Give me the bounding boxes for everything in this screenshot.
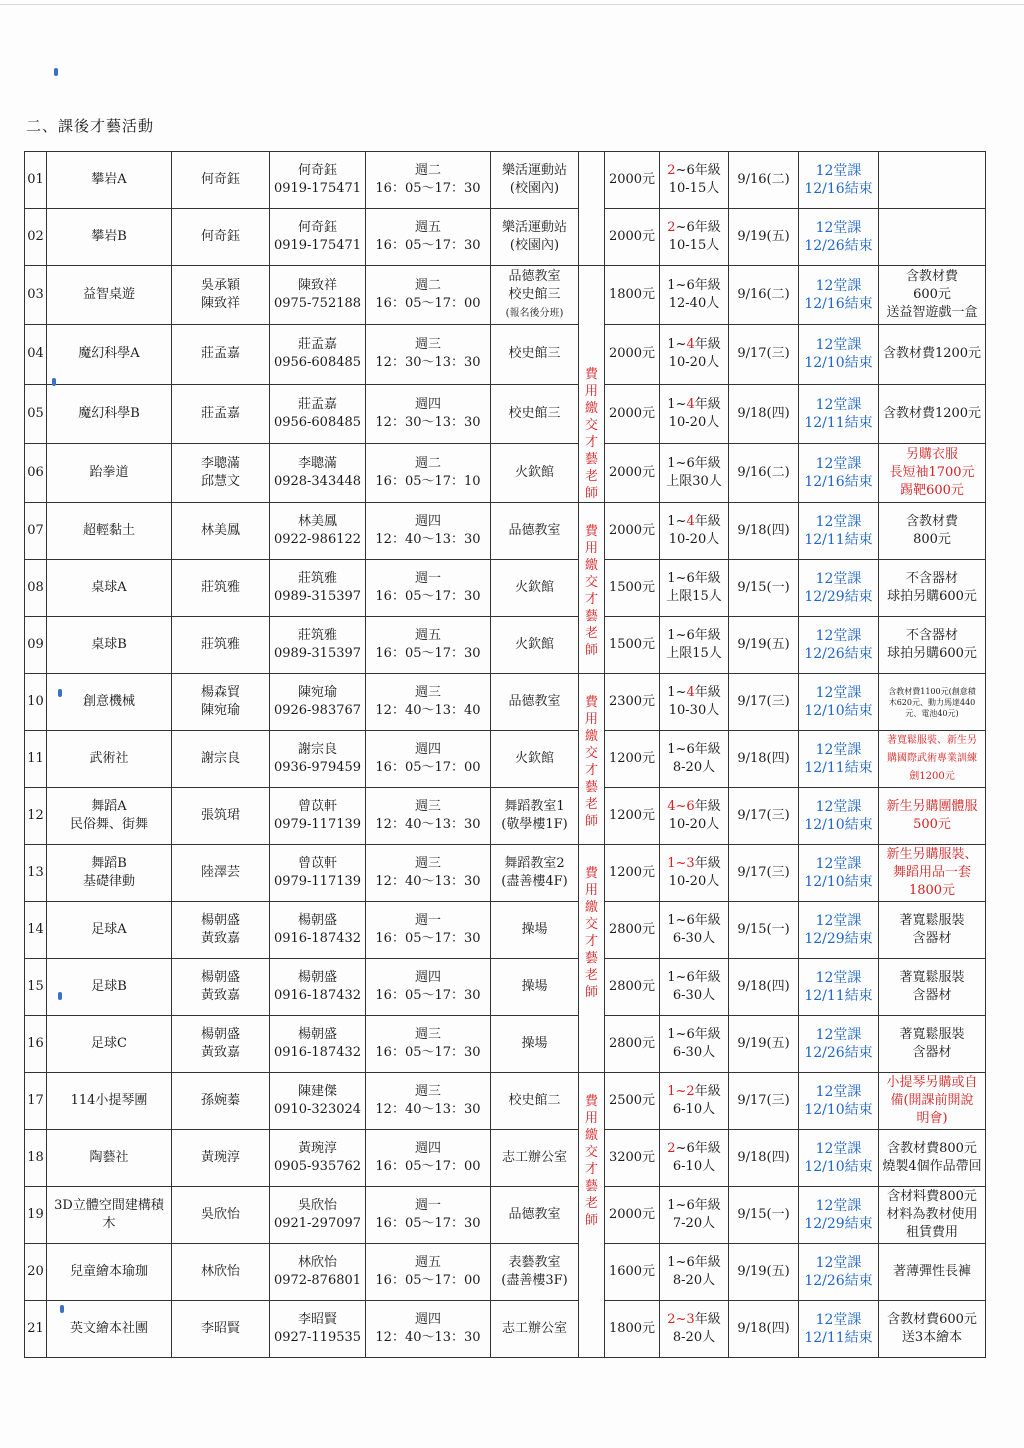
activity-name: 跆拳道	[47, 443, 172, 502]
class-time: 週五 16：05～17：00	[366, 1244, 491, 1301]
session-count: 12堂課 12/11結束	[799, 503, 879, 560]
tuition-fee: 2000元	[605, 384, 660, 443]
teacher-names: 林欣怡	[172, 1244, 270, 1301]
table-row	[25, 1187, 986, 1244]
table-row	[25, 560, 986, 617]
row-number: 13	[25, 845, 47, 902]
tuition-fee: 2000元	[605, 209, 660, 266]
contact-info: 林美鳳 0922-986122	[270, 503, 366, 560]
teacher-names: 謝宗良	[172, 731, 270, 788]
contact-info: 陳建傑 0910-323024	[270, 1073, 366, 1130]
scan-mark	[52, 378, 56, 386]
activity-table	[24, 151, 986, 1358]
class-time: 週四 12：40～13：30	[366, 1301, 491, 1358]
row-number: 19	[25, 1187, 47, 1244]
activity-name: 足球B	[47, 959, 172, 1016]
session-count: 12堂課 12/10結束	[799, 1073, 879, 1130]
session-count: 12堂課 12/11結束	[799, 959, 879, 1016]
fee-payment-note: 費 用 繳 交 才 藝 老 師	[579, 845, 605, 1073]
table-row	[25, 1301, 986, 1358]
session-count: 12堂課 12/16結束	[799, 443, 879, 502]
row-number: 07	[25, 503, 47, 560]
class-location: 樂活運動站 (校園內)	[491, 152, 579, 209]
session-count: 12堂課 12/29結束	[799, 1187, 879, 1244]
start-date: 9/18(四)	[729, 384, 799, 443]
class-location: 火欽館	[491, 617, 579, 674]
contact-info: 陳致祥 0975-752188	[270, 266, 366, 325]
activity-name: 114小提琴團	[47, 1073, 172, 1130]
class-location: 操場	[491, 959, 579, 1016]
start-date: 9/15(一)	[729, 902, 799, 959]
row-number: 18	[25, 1130, 47, 1187]
fee-payment-note: 費 用 繳 交 才 藝 老 師	[579, 1073, 605, 1358]
table-row	[25, 1073, 986, 1130]
activity-name: 足球A	[47, 902, 172, 959]
grade-and-capacity: 1~6年級 6-30人	[660, 1016, 729, 1073]
contact-info: 李聰滿 0928-343448	[270, 443, 366, 502]
table-row	[25, 845, 986, 902]
contact-info: 曾苡軒 0979-117139	[270, 788, 366, 845]
class-time: 週三 12：40～13：30	[366, 788, 491, 845]
teacher-names: 莊孟嘉	[172, 325, 270, 384]
session-count: 12堂課 12/16結束	[799, 266, 879, 325]
activity-name: 益智桌遊	[47, 266, 172, 325]
fee-payment-note: 費 用 繳 交 才 藝 老 師	[579, 503, 605, 674]
table-row	[25, 152, 986, 209]
activity-name: 魔幻科學A	[47, 325, 172, 384]
teacher-names: 何奇鈺	[172, 152, 270, 209]
teacher-names: 孫婉蓁	[172, 1073, 270, 1130]
remarks	[879, 209, 986, 266]
remarks: 含教材費800元 燒製4個作品帶回	[879, 1130, 986, 1187]
activity-name: 3D立體空間建構積 木	[47, 1187, 172, 1244]
activity-name: 桌球B	[47, 617, 172, 674]
class-time: 週一 16：05～17：30	[366, 560, 491, 617]
remarks: 含教材費600元 送3本繪本	[879, 1301, 986, 1358]
table-row	[25, 788, 986, 845]
teacher-names: 莊筑雅	[172, 617, 270, 674]
row-number: 11	[25, 731, 47, 788]
table-row	[25, 443, 986, 502]
row-number: 16	[25, 1016, 47, 1073]
grade-and-capacity: 1~4年級 10-20人	[660, 503, 729, 560]
grade-and-capacity: 2~6年級 10-15人	[660, 152, 729, 209]
grade-and-capacity: 1~3年級 10-20人	[660, 845, 729, 902]
class-time: 週五 16：05～17：30	[366, 209, 491, 266]
class-time: 週五 16：05～17：30	[366, 617, 491, 674]
start-date: 9/16(二)	[729, 152, 799, 209]
class-time: 週四 16：05～17：00	[366, 1130, 491, 1187]
table-row	[25, 674, 986, 731]
grade-and-capacity: 1~6年級 6-30人	[660, 902, 729, 959]
class-time: 週三 12：40～13：30	[366, 845, 491, 902]
activity-name: 魔幻科學B	[47, 384, 172, 443]
teacher-names: 張筑珺	[172, 788, 270, 845]
tuition-fee: 1800元	[605, 266, 660, 325]
teacher-names: 楊森貿 陳宛瑜	[172, 674, 270, 731]
class-location: 品德教室	[491, 674, 579, 731]
grade-and-capacity: 1~6年級 8-20人	[660, 731, 729, 788]
session-count: 12堂課 12/26結束	[799, 1016, 879, 1073]
class-time: 週四 12：40～13：30	[366, 503, 491, 560]
teacher-names: 何奇鈺	[172, 209, 270, 266]
remarks: 含教材費1200元	[879, 384, 986, 443]
tuition-fee: 2800元	[605, 1016, 660, 1073]
class-time: 週二 16：05～17：10	[366, 443, 491, 502]
tuition-fee: 2800元	[605, 902, 660, 959]
scan-mark	[58, 992, 62, 1000]
row-number: 15	[25, 959, 47, 1016]
grade-and-capacity: 1~6年級 12-40人	[660, 266, 729, 325]
table-row	[25, 209, 986, 266]
activity-name: 超輕黏土	[47, 503, 172, 560]
activity-rows	[25, 152, 986, 1358]
tuition-fee: 1600元	[605, 1244, 660, 1301]
remarks: 含教材費1200元	[879, 325, 986, 384]
row-number: 04	[25, 325, 47, 384]
activity-name: 舞蹈A 民俗舞、街舞	[47, 788, 172, 845]
remarks: 著寬鬆服裝 含器材	[879, 959, 986, 1016]
class-location: 校史館三	[491, 325, 579, 384]
remarks: 不含器材 球拍另購600元	[879, 560, 986, 617]
remarks: 另購衣服 長短袖1700元 踢靶600元	[879, 443, 986, 502]
row-number: 17	[25, 1073, 47, 1130]
table-row	[25, 1244, 986, 1301]
row-number: 20	[25, 1244, 47, 1301]
class-time: 週一 16：05～17：30	[366, 1187, 491, 1244]
remarks	[879, 152, 986, 209]
tuition-fee: 2800元	[605, 959, 660, 1016]
grade-and-capacity: 1~6年級 上限30人	[660, 443, 729, 502]
tuition-fee: 2500元	[605, 1073, 660, 1130]
row-number: 01	[25, 152, 47, 209]
class-location: 舞蹈教室2 (盡善樓4F)	[491, 845, 579, 902]
tuition-fee: 2300元	[605, 674, 660, 731]
class-location: 舞蹈教室1 (敬學樓1F)	[491, 788, 579, 845]
grade-and-capacity: 2~6年級 6-10人	[660, 1130, 729, 1187]
class-location: 品德教室	[491, 503, 579, 560]
session-count: 12堂課 12/29結束	[799, 560, 879, 617]
activity-name: 足球C	[47, 1016, 172, 1073]
session-count: 12堂課 12/10結束	[799, 1130, 879, 1187]
tuition-fee: 1200元	[605, 788, 660, 845]
remarks: 著寬鬆服裝 含器材	[879, 902, 986, 959]
class-time: 週二 16：05～17：30	[366, 152, 491, 209]
contact-info: 黃琬淳 0905-935762	[270, 1130, 366, 1187]
class-time: 週二 16：05～17：00	[366, 266, 491, 325]
row-number: 08	[25, 560, 47, 617]
activity-name: 攀岩B	[47, 209, 172, 266]
fee-payment-note: 費 用 繳 交 才 藝 老 師	[579, 266, 605, 503]
teacher-names: 陸澤芸	[172, 845, 270, 902]
teacher-names: 吳承穎 陳致祥	[172, 266, 270, 325]
start-date: 9/17(三)	[729, 1073, 799, 1130]
grade-and-capacity: 1~2年級 6-10人	[660, 1073, 729, 1130]
grade-and-capacity: 1~6年級 上限15人	[660, 560, 729, 617]
start-date: 9/17(三)	[729, 674, 799, 731]
table-row	[25, 902, 986, 959]
start-date: 9/15(一)	[729, 560, 799, 617]
page-top-rule	[0, 4, 1024, 5]
class-time: 週四 12：30～13：30	[366, 384, 491, 443]
table-row	[25, 325, 986, 384]
activity-name: 創意機械	[47, 674, 172, 731]
grade-and-capacity: 1~4年級 10-30人	[660, 674, 729, 731]
teacher-names: 李昭賢	[172, 1301, 270, 1358]
activity-name: 攀岩A	[47, 152, 172, 209]
start-date: 9/15(一)	[729, 1187, 799, 1244]
table-row	[25, 384, 986, 443]
remarks: 含教材費1100元(創意積 木620元、動力馬達440 元、電池40元)	[879, 674, 986, 731]
row-number: 05	[25, 384, 47, 443]
start-date: 9/18(四)	[729, 1301, 799, 1358]
class-time: 週一 16：05～17：30	[366, 902, 491, 959]
start-date: 9/18(四)	[729, 1130, 799, 1187]
row-number: 06	[25, 443, 47, 502]
scan-mark	[54, 68, 58, 76]
class-location: 志工辦公室	[491, 1301, 579, 1358]
table-row	[25, 731, 986, 788]
grade-and-capacity: 1~6年級 上限15人	[660, 617, 729, 674]
tuition-fee: 2000元	[605, 443, 660, 502]
tuition-fee: 1500元	[605, 560, 660, 617]
session-count: 12堂課 12/10結束	[799, 325, 879, 384]
tuition-fee: 1800元	[605, 1301, 660, 1358]
row-number: 14	[25, 902, 47, 959]
class-location: 火欽館	[491, 731, 579, 788]
session-count: 12堂課 12/11結束	[799, 1301, 879, 1358]
teacher-names: 楊朝盛 黃致嘉	[172, 959, 270, 1016]
activity-name: 兒童繪本瑜珈	[47, 1244, 172, 1301]
contact-info: 何奇鈺 0919-175471	[270, 152, 366, 209]
grade-and-capacity: 2~6年級 10-15人	[660, 209, 729, 266]
grade-and-capacity: 2~3年級 8-20人	[660, 1301, 729, 1358]
class-location: 校史館三	[491, 384, 579, 443]
fee-payment-note: 費 用 繳 交 才 藝 老 師	[579, 674, 605, 845]
tuition-fee: 2000元	[605, 325, 660, 384]
remarks: 不含器材 球拍另購600元	[879, 617, 986, 674]
tuition-fee: 2000元	[605, 503, 660, 560]
tuition-fee: 2000元	[605, 1187, 660, 1244]
session-count: 12堂課 12/10結束	[799, 788, 879, 845]
remarks: 含教材費 800元	[879, 503, 986, 560]
class-location: 操場	[491, 902, 579, 959]
class-time: 週三 12：40～13：30	[366, 1073, 491, 1130]
scan-mark	[60, 1305, 64, 1313]
remarks: 含材料費800元 材料為教材使用 租賃費用	[879, 1187, 986, 1244]
start-date: 9/16(二)	[729, 443, 799, 502]
teacher-names: 黃琬淳	[172, 1130, 270, 1187]
class-location: 志工辦公室	[491, 1130, 579, 1187]
contact-info: 莊筑雅 0989-315397	[270, 617, 366, 674]
table-row	[25, 959, 986, 1016]
grade-and-capacity: 1~6年級 7-20人	[660, 1187, 729, 1244]
contact-info: 林欣怡 0972-876801	[270, 1244, 366, 1301]
start-date: 9/19(五)	[729, 1016, 799, 1073]
section-heading: 二、課後才藝活動	[26, 117, 155, 135]
row-number: 21	[25, 1301, 47, 1358]
class-location: 操場	[491, 1016, 579, 1073]
table-row	[25, 1130, 986, 1187]
class-location: 表藝教室 (盡善樓3F)	[491, 1244, 579, 1301]
contact-info: 楊朝盛 0916-187432	[270, 959, 366, 1016]
start-date: 9/17(三)	[729, 788, 799, 845]
row-number: 10	[25, 674, 47, 731]
contact-info: 莊筑雅 0989-315397	[270, 560, 366, 617]
session-count: 12堂課 12/26結束	[799, 1244, 879, 1301]
contact-info: 楊朝盛 0916-187432	[270, 1016, 366, 1073]
fee-payment-note	[579, 152, 605, 266]
teacher-names: 李聰滿 邱慧文	[172, 443, 270, 502]
session-count: 12堂課 12/10結束	[799, 674, 879, 731]
grade-and-capacity: 1~4年級 10-20人	[660, 325, 729, 384]
table-row	[25, 1016, 986, 1073]
teacher-names: 林美鳳	[172, 503, 270, 560]
grade-and-capacity: 1~4年級 10-20人	[660, 384, 729, 443]
teacher-names: 楊朝盛 黃致嘉	[172, 902, 270, 959]
row-number: 12	[25, 788, 47, 845]
contact-info: 謝宗良 0936-979459	[270, 731, 366, 788]
session-count: 12堂課 12/11結束	[799, 731, 879, 788]
class-location: 火欽館	[491, 560, 579, 617]
class-time: 週三 16：05～17：30	[366, 1016, 491, 1073]
start-date: 9/18(四)	[729, 959, 799, 1016]
remarks: 新生另購服裝、 舞蹈用品一套 1800元	[879, 845, 986, 902]
row-number: 02	[25, 209, 47, 266]
contact-info: 莊孟嘉 0956-608485	[270, 325, 366, 384]
start-date: 9/18(四)	[729, 503, 799, 560]
activity-name: 英文繪本社團	[47, 1301, 172, 1358]
remarks: 新生另購團體服 500元	[879, 788, 986, 845]
contact-info: 陳宛瑜 0926-983767	[270, 674, 366, 731]
contact-info: 李昭賢 0927-119535	[270, 1301, 366, 1358]
activity-name: 舞蹈B 基礎律動	[47, 845, 172, 902]
row-number: 09	[25, 617, 47, 674]
start-date: 9/16(二)	[729, 266, 799, 325]
class-location: 火欽館	[491, 443, 579, 502]
contact-info: 何奇鈺 0919-175471	[270, 209, 366, 266]
teacher-names: 楊朝盛 黃致嘉	[172, 1016, 270, 1073]
tuition-fee: 1200元	[605, 845, 660, 902]
remarks: 著薄彈性長褲	[879, 1244, 986, 1301]
session-count: 12堂課 12/10結束	[799, 845, 879, 902]
start-date: 9/19(五)	[729, 209, 799, 266]
session-count: 12堂課 12/26結束	[799, 617, 879, 674]
activity-name: 武術社	[47, 731, 172, 788]
contact-info: 曾苡軒 0979-117139	[270, 845, 366, 902]
session-count: 12堂課 12/26結束	[799, 209, 879, 266]
class-location: 品德教室 校史館三 (報名後分班)	[491, 266, 579, 325]
start-date: 9/18(四)	[729, 731, 799, 788]
start-date: 9/17(三)	[729, 845, 799, 902]
start-date: 9/17(三)	[729, 325, 799, 384]
grade-and-capacity: 4~6年級 10-20人	[660, 788, 729, 845]
start-date: 9/19(五)	[729, 617, 799, 674]
grade-and-capacity: 1~6年級 6-30人	[660, 959, 729, 1016]
class-location: 樂活運動站 (校園內)	[491, 209, 579, 266]
class-location: 品德教室	[491, 1187, 579, 1244]
start-date: 9/19(五)	[729, 1244, 799, 1301]
contact-info: 莊孟嘉 0956-608485	[270, 384, 366, 443]
session-count: 12堂課 12/16結束	[799, 152, 879, 209]
class-location: 校史館二	[491, 1073, 579, 1130]
remarks: 含教材費 600元 送益智遊戲一盒	[879, 266, 986, 325]
table-row	[25, 266, 986, 325]
teacher-names: 吳欣怡	[172, 1187, 270, 1244]
scan-mark	[58, 689, 62, 697]
session-count: 12堂課 12/29結束	[799, 902, 879, 959]
tuition-fee: 2000元	[605, 152, 660, 209]
grade-and-capacity: 1~6年級 8-20人	[660, 1244, 729, 1301]
teacher-names: 莊筑雅	[172, 560, 270, 617]
class-time: 週四 16：05～17：00	[366, 731, 491, 788]
session-count: 12堂課 12/11結束	[799, 384, 879, 443]
contact-info: 吳欣怡 0921-297097	[270, 1187, 366, 1244]
tuition-fee: 1200元	[605, 731, 660, 788]
remarks: 小提琴另購或自 備(開課前開說 明會)	[879, 1073, 986, 1130]
activity-name: 桌球A	[47, 560, 172, 617]
row-number: 03	[25, 266, 47, 325]
tuition-fee: 3200元	[605, 1130, 660, 1187]
class-time: 週三 12：40～13：40	[366, 674, 491, 731]
table-row	[25, 617, 986, 674]
class-time: 週四 16：05～17：30	[366, 959, 491, 1016]
contact-info: 楊朝盛 0916-187432	[270, 902, 366, 959]
tuition-fee: 1500元	[605, 617, 660, 674]
remarks: 著寬鬆服裝 含器材	[879, 1016, 986, 1073]
teacher-names: 莊孟嘉	[172, 384, 270, 443]
class-time: 週三 12：30～13：30	[366, 325, 491, 384]
table-row	[25, 503, 986, 560]
activity-name: 陶藝社	[47, 1130, 172, 1187]
remarks: 著寬鬆服裝、新生另 購國際武術專業訓練 劍1200元	[879, 731, 986, 788]
